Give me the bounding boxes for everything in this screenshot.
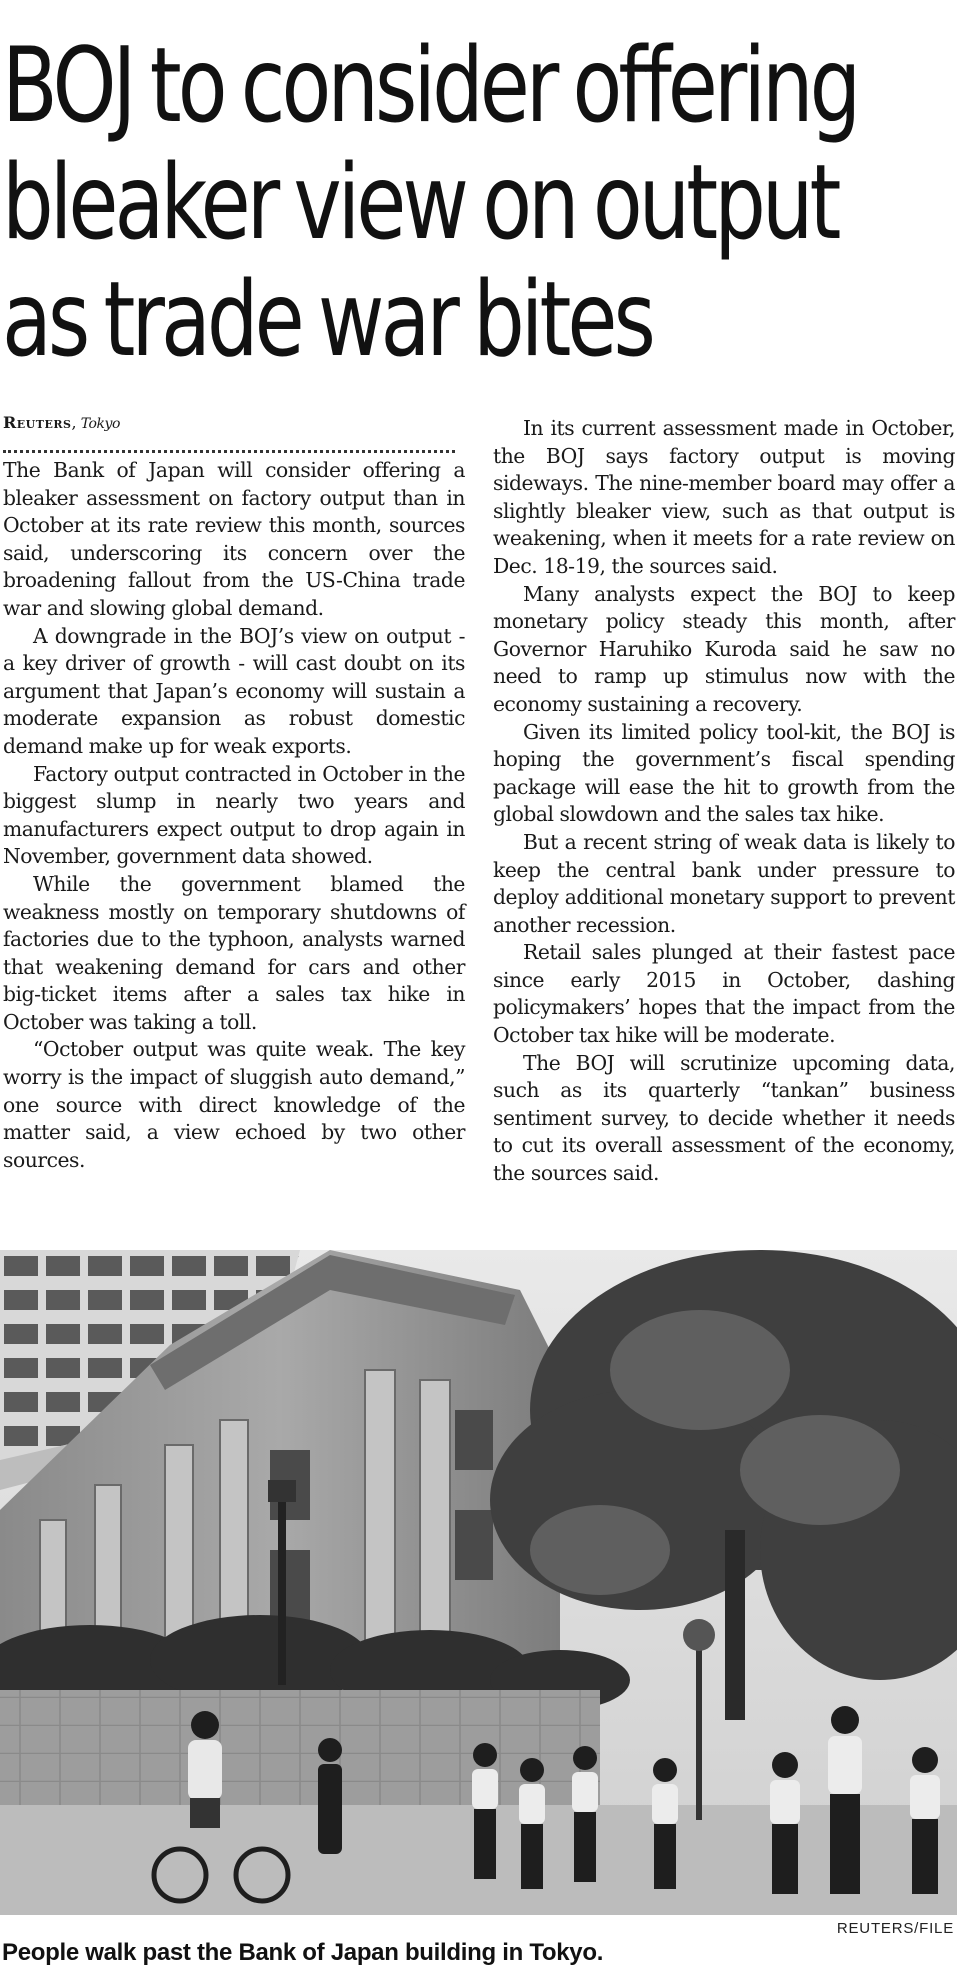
headline [2,28,950,379]
paragraph: The BOJ will scrutinize upcoming data, such as its quarterly “tankan” business sentiment survey, to decide whether it needs to cut its overall assessment of the economy, the sources said. [493,1050,955,1186]
headline-line-3: as trade war bites [2,260,652,380]
paragraph: Factory output contracted in October in the biggest slump in nearly two years and manufacturers expect output to drop again in November, government data showed. [3,761,465,869]
paragraph: “October output was quite weak. The key worry is the impact of sluggish auto demand,” one source with direct knowledge of the matter said, a view echoed by two other sources. [3,1037,465,1172]
byline-divider [3,438,455,453]
paragraph: Given its limited policy tool-kit, the BOJ is hoping the government’s fiscal spending package will ease the hit to growth from the global slowdown and the sales tax hike. [493,719,955,827]
paragraph: The Bank of Japan will consider offering a bleaker assessment on factory output than in October at its rate review this month, sources said, underscoring its concern over the broadening fallout from the US-China trade war and slowing global demand. [3,458,465,620]
paragraph: Retail sales plunged at their fastest pace since early 2015 in October, dashing policymakers’ hopes that the impact from the October tax hike will be moderate. [493,940,955,1048]
paragraph: In its current assessment made in October, the BOJ says factory output is moving sideways. The nine-member board may offer a slightly bleaker view, such as that output is weakening, when it meets for a rate review on Dec. 18-19, the sources said. [493,416,955,578]
paragraph: But a recent string of weak data is likely to keep the central bank under pressure to deploy additional monetary support to prevent another recession. [493,829,955,937]
column-right [493,415,955,1188]
byline-separator: , [71,413,81,432]
headline-line-1: BOJ to consider offering [2,26,858,146]
photo-credit: REUTERS/FILE [836,1920,954,1937]
column-left [3,415,465,1174]
byline-city: Tokyo [80,416,120,432]
photo-caption: People walk past the Bank of Japan building in Tokyo. [2,1939,604,1966]
headline-line-2: bleaker view on output [2,143,838,263]
paragraph: While the government blamed the weakness mostly on temporary shutdowns of factories due to the typhoon, analysts warned that weakening demand for cars and other big-ticket items after a sales tax hike in October was taking a toll. [3,871,465,1034]
bank-of-japan-photo-illustration [0,1250,957,1915]
byline [3,410,465,438]
paragraph: Many analysts expect the BOJ to keep monetary policy steady this month, after Governor Haruhiko Kuroda said he saw no need to ramp up stimulus now with the economy sustaining a recovery. [493,581,955,716]
paragraph: A downgrade in the BOJ’s view on output - a key driver of growth - will cast doubt on its argument that Japan’s economy will sustain a moderate expansion as robust domestic demand make up for weak exports. [3,623,465,758]
news-photo [0,1250,957,1915]
byline-agency: Reuters [3,413,72,432]
